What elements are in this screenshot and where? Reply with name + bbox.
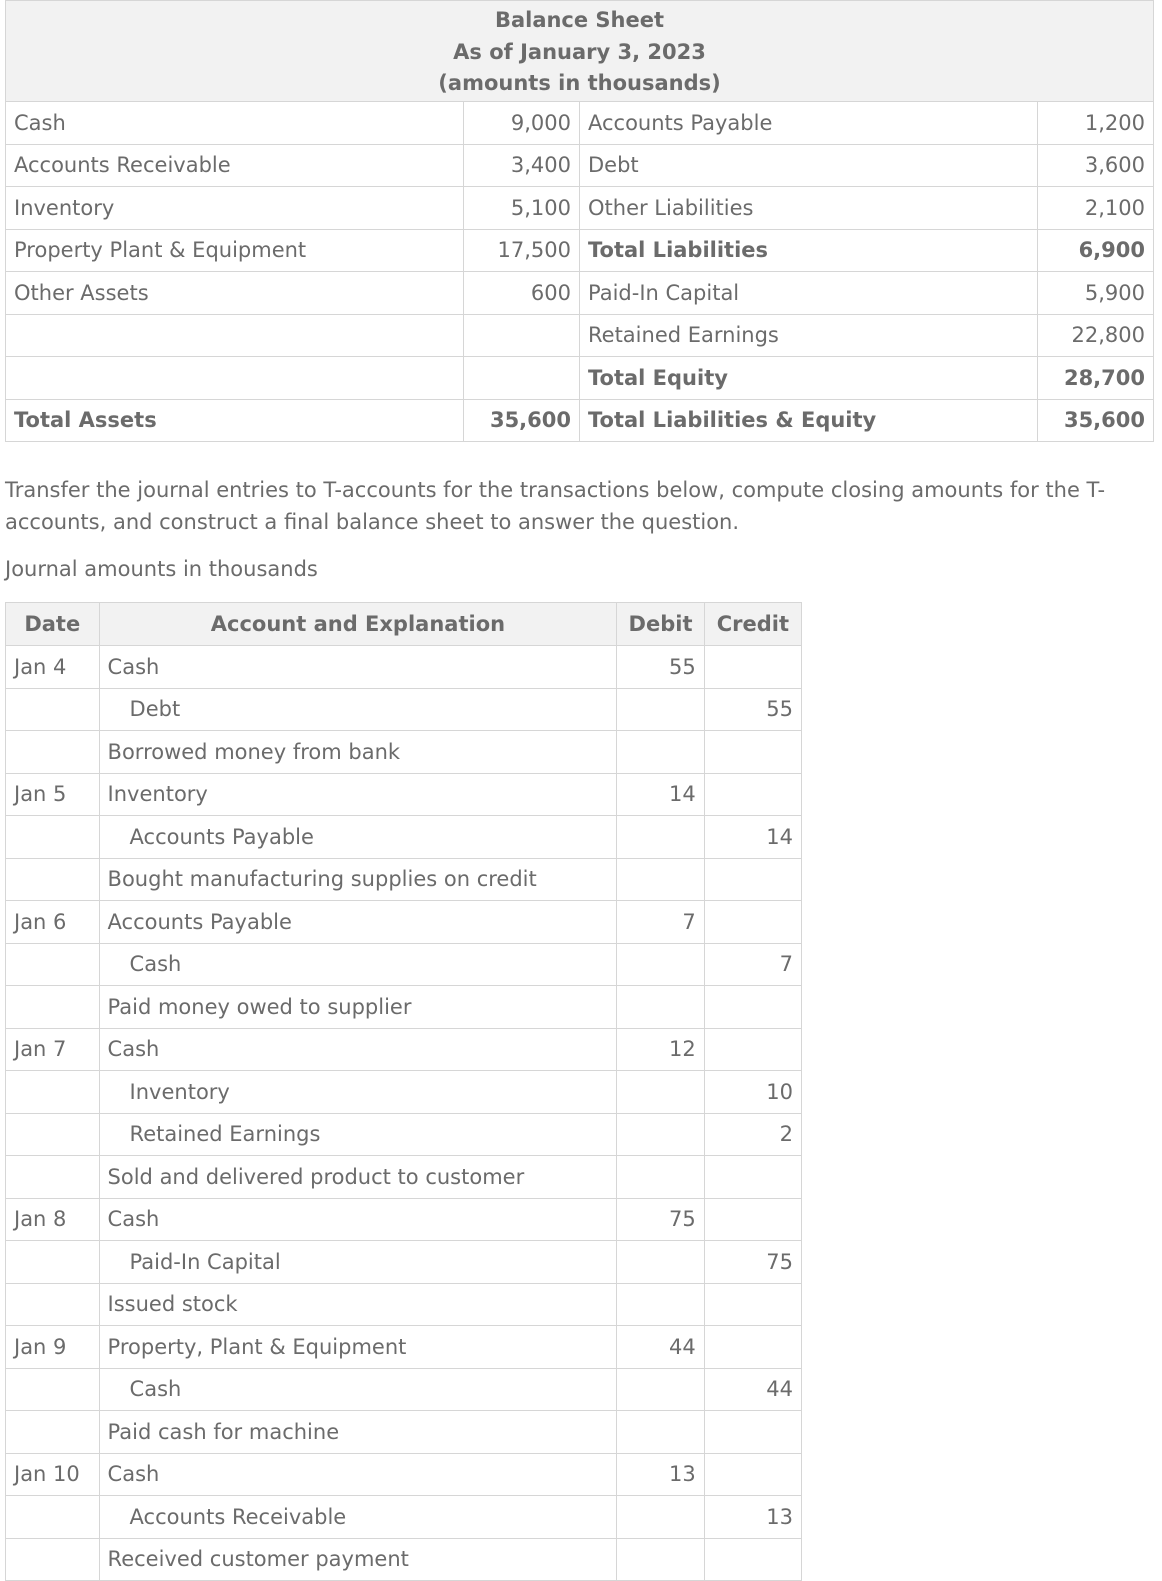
balance-sheet-row	[6, 272, 1154, 315]
journal-debit-amount	[617, 1496, 705, 1539]
journal-row	[6, 1411, 802, 1454]
journal-debit-amount	[617, 1411, 705, 1454]
journal-credit-account: Accounts Receivable	[99, 1496, 617, 1539]
debit-column-header: Debit	[617, 603, 705, 646]
journal-debit-account: Inventory	[99, 773, 617, 816]
journal-row	[6, 1538, 802, 1581]
journal-credit-amount	[704, 986, 801, 1029]
journal-date	[6, 1113, 100, 1156]
journal-explanation: Bought manufacturing supplies on credit	[99, 858, 617, 901]
journal-header-row	[6, 603, 802, 646]
journal-date	[6, 1368, 100, 1411]
journal-credit-amount	[704, 1283, 801, 1326]
liability-label: Accounts Payable	[580, 102, 1038, 145]
journal-credit-amount: 14	[704, 816, 801, 859]
journal-credit-account: Retained Earnings	[99, 1113, 617, 1156]
date-column-header: Date	[6, 603, 100, 646]
journal-debit-amount	[617, 1538, 705, 1581]
journal-date: Jan 9	[6, 1326, 100, 1369]
journal-credit-amount	[704, 1326, 801, 1369]
journal-debit-account: Cash	[99, 646, 617, 689]
journal-date	[6, 943, 100, 986]
journal-row	[6, 1198, 802, 1241]
journal-date: Jan 8	[6, 1198, 100, 1241]
journal-debit-amount	[617, 1113, 705, 1156]
liability-label: Debt	[580, 144, 1038, 187]
journal-date: Jan 7	[6, 1028, 100, 1071]
journal-date: Jan 6	[6, 901, 100, 944]
journal-credit-account: Inventory	[99, 1071, 617, 1114]
journal-row	[6, 986, 802, 1029]
journal-debit-amount: 14	[617, 773, 705, 816]
journal-credit-amount: 75	[704, 1241, 801, 1284]
journal-debit-amount	[617, 1071, 705, 1114]
journal-debit-amount: 12	[617, 1028, 705, 1071]
liability-value: 2,100	[1038, 187, 1154, 230]
journal-explanation: Received customer payment	[99, 1538, 617, 1581]
asset-label: Cash	[6, 102, 464, 145]
journal-row	[6, 1071, 802, 1114]
journal-date: Jan 4	[6, 646, 100, 689]
asset-value: 600	[464, 272, 580, 315]
journal-credit-amount	[704, 1198, 801, 1241]
balance-sheet-row	[6, 144, 1154, 187]
journal-row	[6, 1241, 802, 1284]
equity-value: 22,800	[1038, 314, 1154, 357]
journal-credit-amount	[704, 773, 801, 816]
journal-table	[5, 602, 802, 1581]
journal-debit-amount	[617, 1241, 705, 1284]
journal-debit-amount	[617, 943, 705, 986]
journal-credit-amount	[704, 901, 801, 944]
asset-label: Other Assets	[6, 272, 464, 315]
journal-row	[6, 901, 802, 944]
balance-sheet-title: Balance Sheet	[494, 8, 665, 33]
journal-debit-account: Accounts Payable	[99, 901, 617, 944]
journal-explanation: Paid money owed to supplier	[99, 986, 617, 1029]
journal-row	[6, 1368, 802, 1411]
journal-explanation: Issued stock	[99, 1283, 617, 1326]
balance-sheet-date: As of January 3, 2023	[453, 39, 706, 64]
journal-credit-account: Cash	[99, 1368, 617, 1411]
journal-row	[6, 688, 802, 731]
journal-date	[6, 688, 100, 731]
liability-label: Paid-In Capital	[580, 272, 1038, 315]
journal-explanation: Sold and delivered product to customer	[99, 1156, 617, 1199]
journal-date	[6, 1538, 100, 1581]
total-equity-value: 28,700	[1038, 357, 1154, 400]
journal-debit-account: Cash	[99, 1453, 617, 1496]
total-liabilities-value: 6,900	[1038, 229, 1154, 272]
journal-credit-amount: 55	[704, 688, 801, 731]
balance-sheet-header	[6, 1, 1154, 102]
asset-label: Accounts Receivable	[6, 144, 464, 187]
journal-credit-amount	[704, 1156, 801, 1199]
journal-credit-amount: 7	[704, 943, 801, 986]
balance-sheet-row	[6, 399, 1154, 442]
liability-value: 1,200	[1038, 102, 1154, 145]
journal-credit-account: Accounts Payable	[99, 816, 617, 859]
credit-column-header: Credit	[704, 603, 801, 646]
journal-date	[6, 731, 100, 774]
journal-date	[6, 1156, 100, 1199]
journal-row	[6, 1326, 802, 1369]
balance-sheet-units: (amounts in thousands)	[438, 71, 721, 96]
journal-debit-amount	[617, 1368, 705, 1411]
total-assets-value: 35,600	[464, 399, 580, 442]
asset-label: Inventory	[6, 187, 464, 230]
journal-row	[6, 731, 802, 774]
journal-debit-amount: 75	[617, 1198, 705, 1241]
journal-row	[6, 858, 802, 901]
journal-row	[6, 943, 802, 986]
journal-row	[6, 1283, 802, 1326]
journal-debit-amount: 55	[617, 646, 705, 689]
journal-credit-amount	[704, 858, 801, 901]
journal-debit-account: Cash	[99, 1028, 617, 1071]
journal-date	[6, 1283, 100, 1326]
balance-sheet-row	[6, 357, 1154, 400]
journal-credit-account: Debt	[99, 688, 617, 731]
balance-sheet-row	[6, 314, 1154, 357]
journal-credit-amount	[704, 1453, 801, 1496]
journal-credit-account: Paid-In Capital	[99, 1241, 617, 1284]
journal-row	[6, 1156, 802, 1199]
journal-debit-amount: 44	[617, 1326, 705, 1369]
journal-explanation: Paid cash for machine	[99, 1411, 617, 1454]
journal-credit-amount	[704, 1538, 801, 1581]
journal-credit-amount	[704, 646, 801, 689]
journal-debit-account: Cash	[99, 1198, 617, 1241]
asset-value: 17,500	[464, 229, 580, 272]
journal-debit-amount	[617, 688, 705, 731]
journal-debit-amount	[617, 1156, 705, 1199]
total-liabilities-label: Total Liabilities	[580, 229, 1038, 272]
journal-date	[6, 816, 100, 859]
journal-date	[6, 1071, 100, 1114]
journal-explanation: Borrowed money from bank	[99, 731, 617, 774]
journal-debit-amount	[617, 1283, 705, 1326]
journal-row	[6, 773, 802, 816]
journal-date	[6, 858, 100, 901]
instructions-text: Transfer the journal entries to T-accounts for the transactions below, compute closing amounts for the T-accounts, and construct a final balance sheet to answer the question.	[5, 478, 1106, 534]
total-assets-label: Total Assets	[6, 399, 464, 442]
journal-date	[6, 1241, 100, 1284]
journal-debit-amount	[617, 731, 705, 774]
total-equity-label: Total Equity	[580, 357, 1038, 400]
journal-debit-amount	[617, 858, 705, 901]
journal-credit-amount: 10	[704, 1071, 801, 1114]
journal-credit-amount: 2	[704, 1113, 801, 1156]
liability-value: 3,600	[1038, 144, 1154, 187]
journal-debit-amount: 7	[617, 901, 705, 944]
balance-sheet-row	[6, 102, 1154, 145]
asset-value: 5,100	[464, 187, 580, 230]
journal-debit-amount: 13	[617, 1453, 705, 1496]
asset-value	[464, 314, 580, 357]
journal-credit-amount	[704, 731, 801, 774]
journal-date: Jan 5	[6, 773, 100, 816]
journal-credit-amount	[704, 1028, 801, 1071]
total-liabilities-equity-value: 35,600	[1038, 399, 1154, 442]
balance-sheet-row	[6, 187, 1154, 230]
journal-row	[6, 646, 802, 689]
journal-date	[6, 986, 100, 1029]
journal-debit-account: Property, Plant & Equipment	[99, 1326, 617, 1369]
journal-date: Jan 10	[6, 1453, 100, 1496]
journal-note: Journal amounts in thousands	[5, 557, 318, 581]
asset-label: Property Plant & Equipment	[6, 229, 464, 272]
asset-label	[6, 357, 464, 400]
journal-row	[6, 1496, 802, 1539]
liability-value: 5,900	[1038, 272, 1154, 315]
asset-value: 9,000	[464, 102, 580, 145]
journal-row	[6, 816, 802, 859]
balance-sheet-table	[5, 0, 1154, 442]
journal-row	[6, 1028, 802, 1071]
asset-value	[464, 357, 580, 400]
journal-row	[6, 1113, 802, 1156]
journal-credit-amount	[704, 1411, 801, 1454]
asset-value: 3,400	[464, 144, 580, 187]
account-column-header: Account and Explanation	[99, 603, 617, 646]
journal-debit-amount	[617, 986, 705, 1029]
journal-credit-amount: 44	[704, 1368, 801, 1411]
asset-label	[6, 314, 464, 357]
liability-label: Other Liabilities	[580, 187, 1038, 230]
journal-credit-account: Cash	[99, 943, 617, 986]
journal-row	[6, 1453, 802, 1496]
total-liabilities-equity-label: Total Liabilities & Equity	[580, 399, 1038, 442]
journal-date	[6, 1496, 100, 1539]
equity-label: Retained Earnings	[580, 314, 1038, 357]
journal-credit-amount: 13	[704, 1496, 801, 1539]
journal-date	[6, 1411, 100, 1454]
balance-sheet-row	[6, 229, 1154, 272]
journal-debit-amount	[617, 816, 705, 859]
